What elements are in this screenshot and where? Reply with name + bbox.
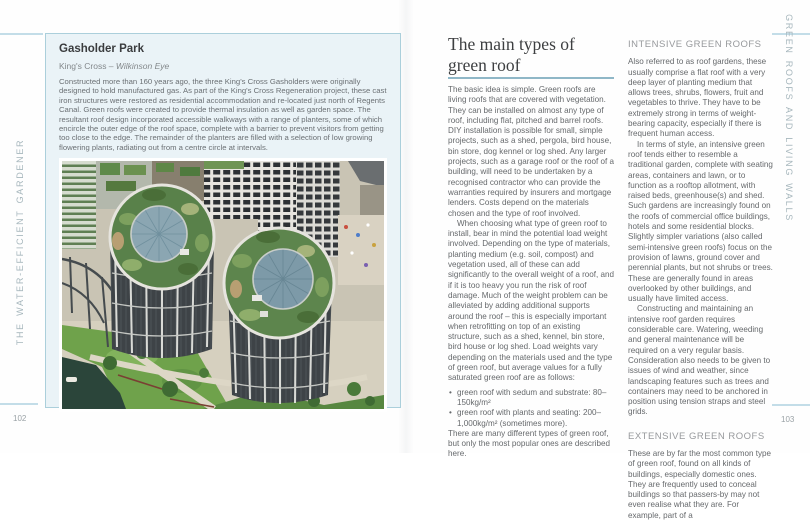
list-item: • green roof with sedum and substrate: 80–150kg/m²: [449, 387, 607, 407]
gasholder-park-photo: [59, 158, 387, 412]
article-column-1: [448, 85, 616, 460]
paragraph: The basic idea is simple. Green roofs are living roofs that are covered with vegetation. They can be installed on almost any type of roof, including flat, pitched and barrel roofs. DIY installation is possible for small, simple projects, such as a shed, pergola, bird house, bin store, dog kennel or log shed. Any larger projects, such as a garage roof or the roof of a building, will need to be undertaken by a recognised contractor who can provide the warranties required by insurers and mortgage lenders. Costs depend on the materials chosen and the type of roof involved.: [448, 85, 615, 218]
gasholder-drum-right: [224, 228, 334, 404]
page-number-left: 102: [13, 414, 27, 423]
paragraph: Also referred to as roof gardens, these usually comprise a flat roof with a very deep layer of planting medium that allows trees, shrubs, flowers, fruit and vegetables to thrive. They have to be extremely strong in terms of weight-bearing capacity, especially if there is frequent human access.: [628, 57, 767, 139]
section-heading: INTENSIVE GREEN ROOFS: [628, 39, 762, 50]
margin-rule-bottom-left: [0, 403, 38, 405]
paragraph: These are by far the most common type of green roof, found on all kinds of buildings, especially domestic ones. They are frequently used to conceal buildings so that passers-by may not even realise what they are. For example, part of a: [628, 448, 772, 520]
running-head-left: THE WATER-EFFICIENT GARDENER: [15, 138, 25, 346]
case-study-title: Gasholder Park: [59, 43, 145, 55]
article-title: The main types of green roof: [448, 34, 575, 75]
case-study-subtitle: [59, 61, 387, 71]
list-item: • green roof with plants and seating: 200–1,000kg/m² (sometimes more).: [449, 408, 601, 428]
case-study-credit: Wilkinson Eye: [115, 61, 170, 71]
paragraph: In terms of style, an intensive green roof tends either to resemble a traditional garden, complete with seating areas, containers and lawn, or to function as a rooftop allotment, with raised beds, greenhouse(s) and shed. Such gardens are increasingly found on the roofs of commercial office buildings, hotels and some residential blocks. Slightly simpler variations (also called semi-intensive green roofs) focus on the provision of lawns, ground cover and perennial plants, but not shrubs or trees. These are generally found in areas overlooked by other buildings, and usually have limited access.: [628, 139, 773, 304]
paragraph: There are many different types of green roof, but only the most popular ones are described here.: [448, 428, 610, 459]
section-intensive-green-roofs: [628, 40, 774, 418]
section-extensive-green-roofs: [628, 432, 774, 521]
case-study-panel: [45, 33, 401, 408]
paragraph: Constructing and maintaining an intensive roof garden requires considerable care. Watering, weeding and general maintenance will be required on a very regular basis. Consideration also needs to be given to issues of wind and weather, since landscaping features such as trees and containers may need to be anchored in position using tension straps and steel grids.: [628, 304, 771, 417]
page-number-right: 103: [781, 415, 795, 424]
margin-rule-bottom-right: [772, 404, 810, 406]
case-study-location: King's Cross –: [59, 61, 116, 71]
load-weight-list: [448, 388, 616, 429]
section-heading: EXTENSIVE GREEN ROOFS: [628, 430, 765, 442]
case-study-body: Constructed more than 160 years ago, the three King's Cross Gasholders were originally designed to hold manufactured gas. As part of the King's Cross Regeneration project, these cast iron structures were restored as residential accommodation and re-located just north of Regents Canal. Green roofs were created to provide thermal insulation as well as garden space. The resultant roof design incorporated accessible walkways with a range of planters, some of which encircle the outer edge of the roof space, complete with a barrier to prevent visitors from getting too close to the edge. The remainder of the planters are filled with a selection of low growing flowering plants, radiating out from a centre circle at intervals.: [59, 77, 387, 152]
paragraph: When choosing what type of green roof to install, bear in mind the potential load weight involved. Depending on the type of materials, planting medium (e.g. soil, compost) and vegetation used, all of these can add significantly to the overall weight of a roof, and if it is too heavy you run the risk of roof damage. Much of the weight problem can be alleviated by adding additional supports around the roof – this is especially important when retrofitting on top of an existing structure, such as a shed, kennel, bin store, bird house or log shed. Load weights vary depending on the materials used and the type of green roof, but average values for a fully saturated green roof are as follows:: [448, 218, 615, 383]
margin-rule-top-left: [0, 33, 43, 35]
bullet-glyph: •: [449, 387, 452, 397]
bullet-glyph: •: [449, 408, 452, 418]
article-column-2: [628, 40, 774, 521]
gasholder-park-photo-illustration: [62, 161, 384, 409]
running-head-right: GREEN ROOFS AND LIVING WALLS: [784, 14, 794, 222]
article-title-rule: [448, 77, 614, 79]
gasholder-drum-left: [110, 185, 214, 358]
